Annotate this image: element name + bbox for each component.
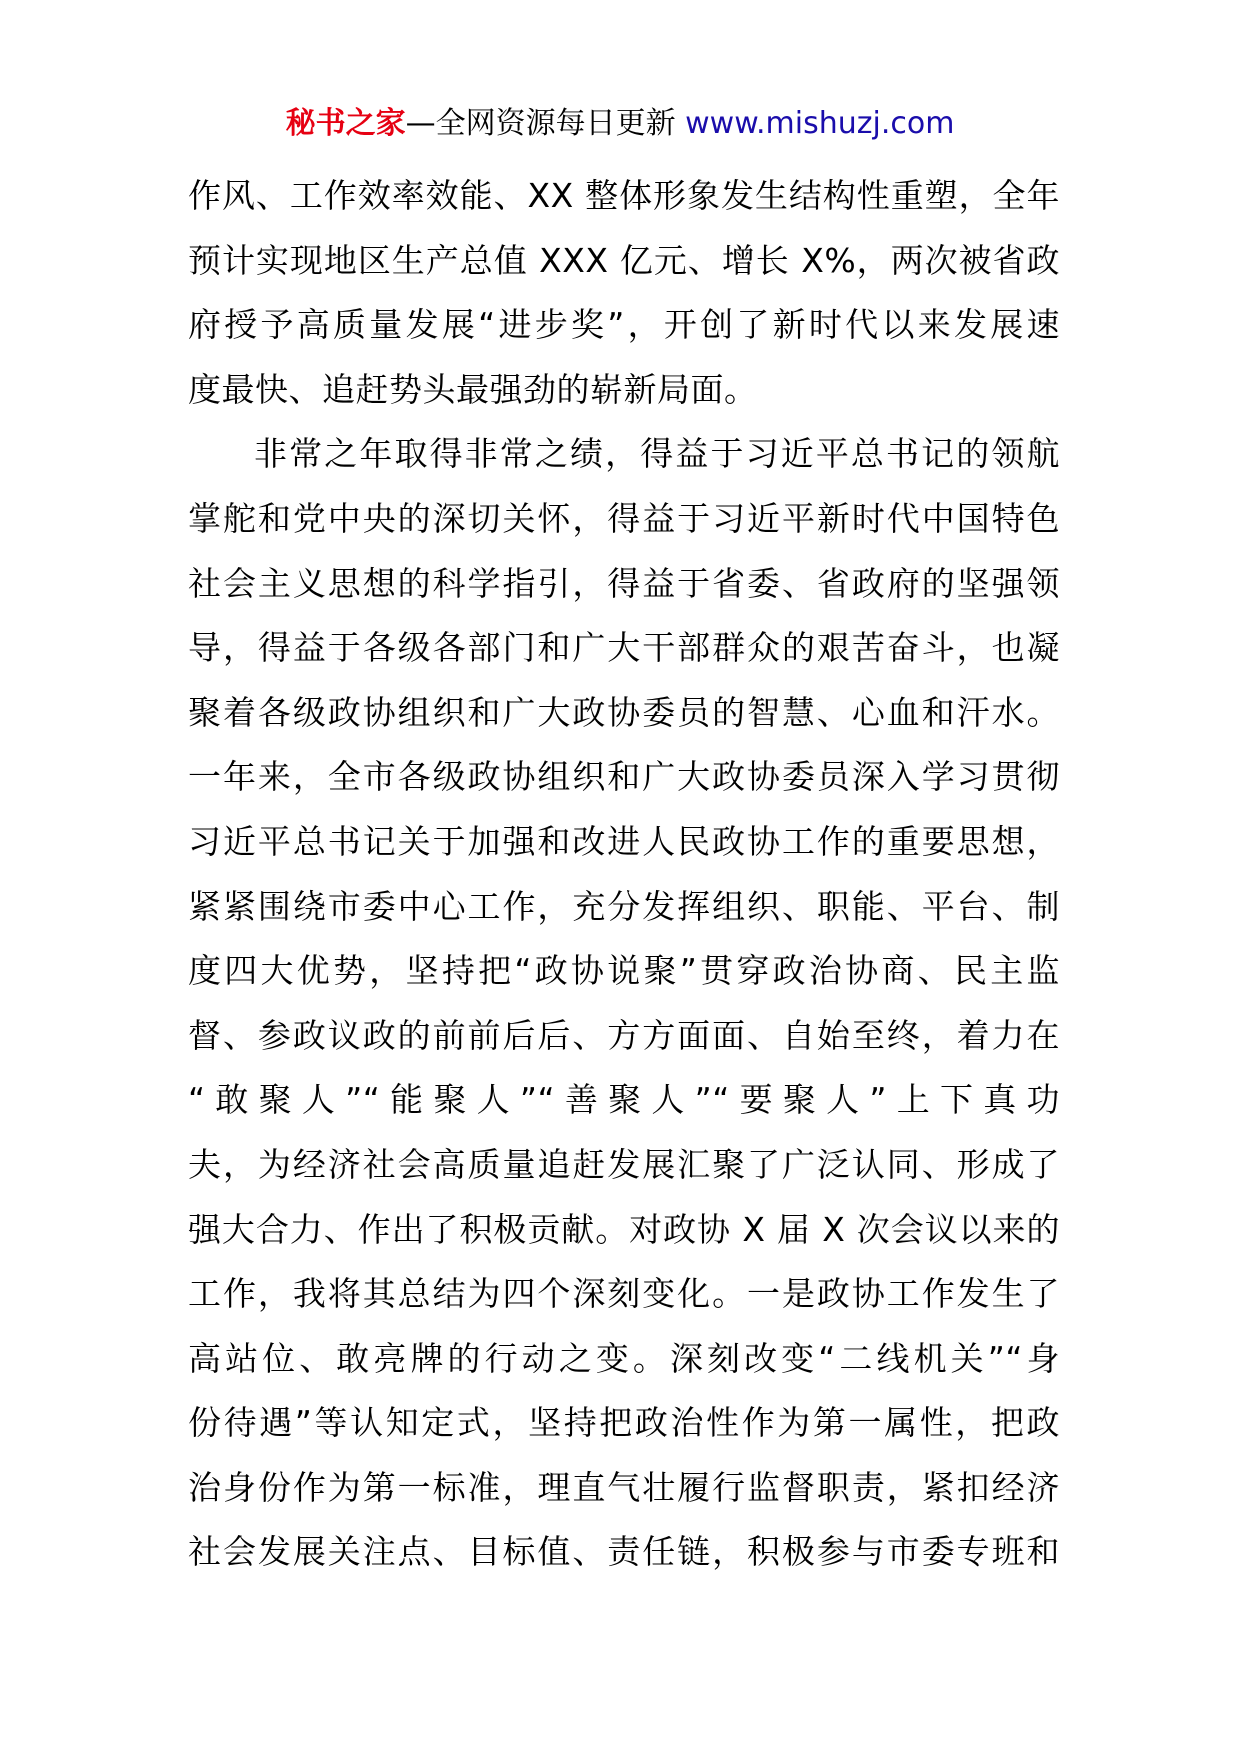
- document-body: [188, 164, 1060, 1585]
- text-line: 一年来，全市各级政协组织和广大政协委员深入学习贯彻: [188, 757, 1060, 797]
- text-line: 社会主义思想的科学指引，得益于省委、省政府的坚强领: [188, 563, 1060, 603]
- text-line: 治身份作为第一标准，理直气壮履行监督职责，紧扣经济: [188, 1467, 1060, 1507]
- text-line: 掌舵和党中央的深切关怀，得益于习近平新时代中国特色: [188, 498, 1060, 538]
- website-link[interactable]: www.mishuzj.com: [685, 106, 955, 141]
- brand-name: 秘书之家: [285, 106, 406, 141]
- text-line: 导，得益于各级各部门和广大干部群众的艰苦奋斗，也凝: [188, 628, 1060, 668]
- text-line: 紧紧围绕市委中心工作，充分发挥组织、职能、平台、制: [188, 886, 1060, 926]
- text-line: 聚着各级政协组织和广大政协委员的智慧、心血和汗水。: [188, 692, 1060, 732]
- text-line: 府授予高质量发展“进步奖”，开创了新时代以来发展速: [188, 305, 1060, 345]
- text-line: 份待遇”等认知定式，坚持把政治性作为第一属性，把政: [188, 1403, 1060, 1443]
- paragraph-first-line: 非常之年取得非常之绩，得益于习近平总书记的领航: [254, 434, 1060, 474]
- text-line: 督、参政议政的前前后后、方方面面、自始至终，着力在: [188, 1015, 1060, 1055]
- text-line: 度四大优势，坚持把“政协说聚”贯穿政治协商、民主监: [188, 951, 1060, 991]
- header-slogan: —全网资源每日更新: [405, 106, 686, 141]
- text-line: 度最快、追赶势头最强劲的崭新局面。: [188, 369, 758, 409]
- text-line: 预计实现地区生产总值 XXX 亿元、增长 X%，两次被省政: [188, 240, 1060, 280]
- text-line: 工作，我将其总结为四个深刻变化。一是政协工作发生了: [188, 1274, 1060, 1314]
- text-line: “敢聚人”“能聚人”“善聚人”“要聚人”上下真功: [188, 1080, 1060, 1120]
- text-line: 强大合力、作出了积极贡献。对政协 X 届 X 次会议以来的: [188, 1209, 1060, 1249]
- text-line: 夫，为经济社会高质量追赶发展汇聚了广泛认同、形成了: [188, 1144, 1060, 1184]
- text-line: 高站位、敢亮牌的行动之变。深刻改变“二线机关”“身: [188, 1338, 1060, 1378]
- page-header: [0, 104, 1240, 144]
- text-line: 习近平总书记关于加强和改进人民政协工作的重要思想，: [188, 821, 1060, 861]
- text-line: 社会发展关注点、目标值、责任链，积极参与市委专班和: [188, 1532, 1060, 1572]
- text-line: 作风、工作效率效能、XX 整体形象发生结构性重塑，全年: [188, 176, 1060, 215]
